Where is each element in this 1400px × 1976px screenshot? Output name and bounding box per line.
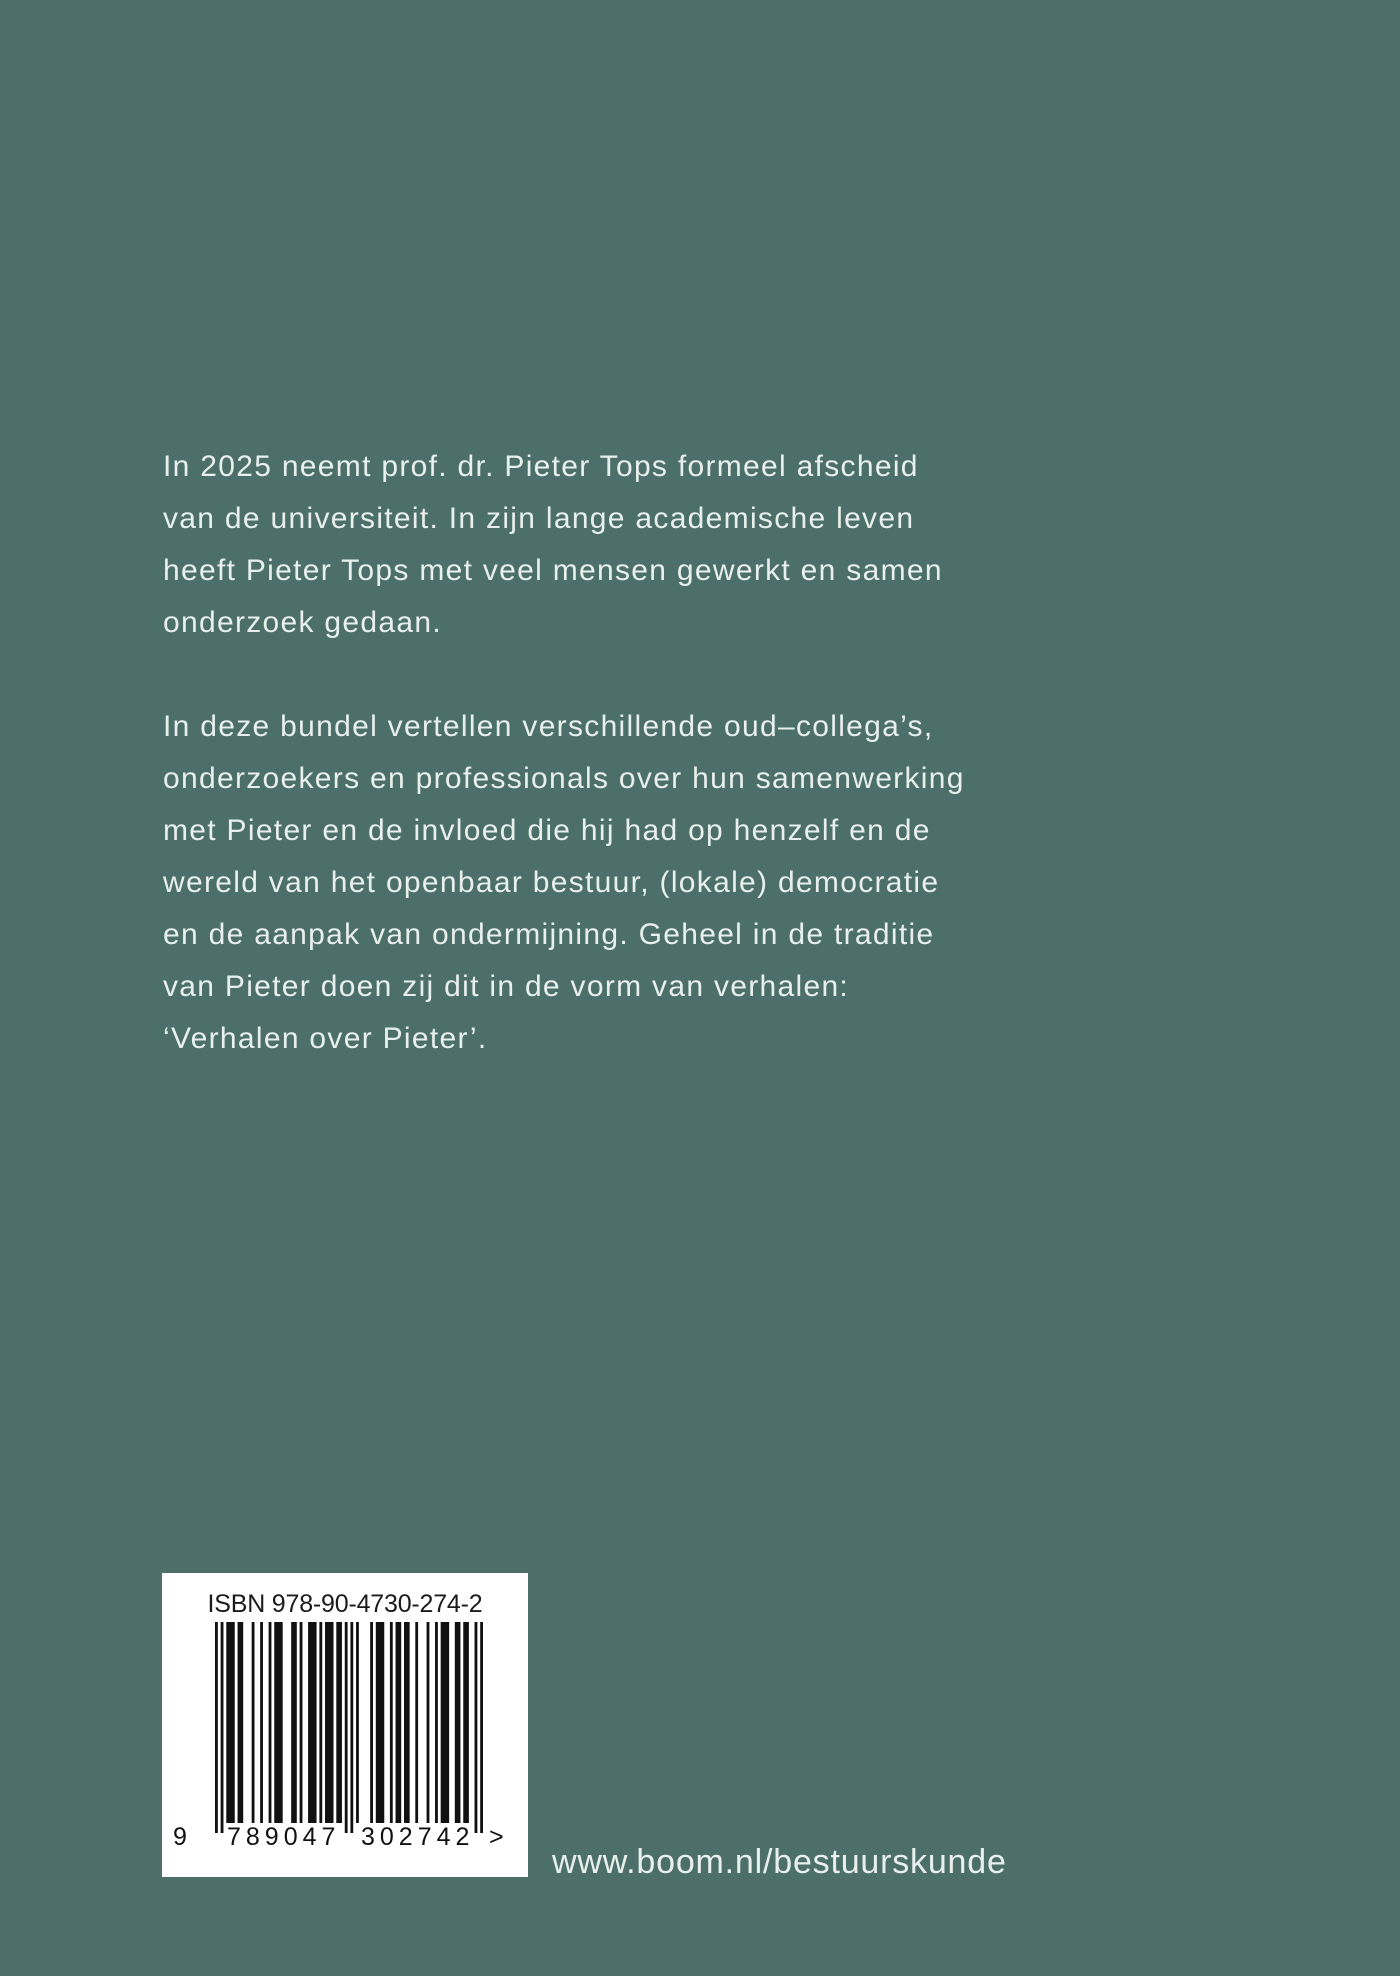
back-cover-blurb bbox=[163, 441, 1123, 1117]
barcode-digit-leading: 9 bbox=[173, 1823, 187, 1851]
barcode-digits-left-group: 789047 bbox=[227, 1823, 341, 1851]
ean13-barcode bbox=[173, 1622, 504, 1851]
blurb-paragraph-1: In 2025 neemt prof. dr. Pieter Tops formeel afscheid van de universiteit. In zijn lange academische leven heeft Pieter Tops met veel mensen gewerkt en samen onderzoek gedaan. bbox=[163, 450, 943, 639]
isbn-panel bbox=[162, 1573, 528, 1877]
barcode-digits-right-group: 302742 bbox=[361, 1823, 475, 1851]
isbn-number-label: ISBN 978-90-4730-274-2 bbox=[207, 1590, 483, 1618]
blurb-paragraph-2: In deze bundel vertellen verschillende oud–collega’s, onderzoekers en professionals over hun samenwerking met Pieter en de invloed die hij had op henzelf en de wereld van het openbaar bestuur, (lokale) democratie en de aanpak van ondermijning. Geheel in de traditie van Pieter doen zij dit in de vorm van verhalen: ‘Verhalen over Pieter’. bbox=[163, 710, 965, 1055]
publisher-website-url: www.boom.nl/bestuurskunde bbox=[552, 1843, 1007, 1881]
barcode-bars bbox=[215, 1622, 483, 1833]
barcode-right-indicator: > bbox=[489, 1823, 504, 1851]
